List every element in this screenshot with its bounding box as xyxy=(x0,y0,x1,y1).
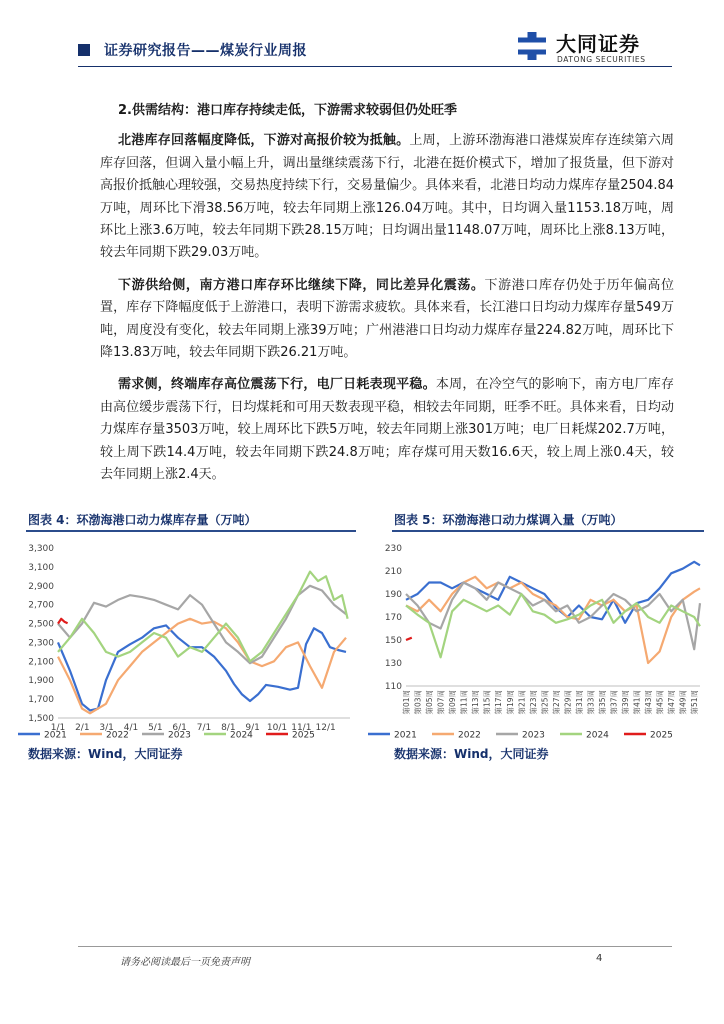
figure-4-source: 数据来源：Wind，大同证券 xyxy=(28,747,183,761)
section-title: 2.供需结构：港口库存持续走低，下游需求较弱但仍处旺季 xyxy=(118,103,457,118)
y-tick-label: 1,500 xyxy=(28,714,54,724)
paragraph-south-port xyxy=(100,275,674,365)
x-tick-label: 2/1 xyxy=(75,723,90,733)
x-tick-label: 9/1 xyxy=(245,723,260,733)
paragraph-lead: 北港库存回落幅度降低，下游对高报价较为抵触。 xyxy=(118,133,410,149)
x-tick-label: 第09周 xyxy=(448,690,458,715)
figure-5-rule xyxy=(392,530,704,532)
logo-mark-icon xyxy=(512,26,552,66)
x-tick-label: 第01周 xyxy=(402,690,411,715)
logo-name-cn: 大同证券 xyxy=(556,32,640,56)
x-tick-label: 第37周 xyxy=(609,690,619,715)
y-tick-label: 190 xyxy=(384,590,402,600)
x-tick-label: 第27周 xyxy=(551,690,561,715)
y-tick-label: 2,900 xyxy=(28,581,54,592)
legend-label-2024: 2024 xyxy=(230,730,253,740)
series-line-2025 xyxy=(58,619,68,624)
x-tick-label: 第25周 xyxy=(540,690,550,715)
header-square-icon xyxy=(78,44,90,56)
x-tick-label: 第03周 xyxy=(413,690,423,715)
y-tick-label: 130 xyxy=(384,659,402,669)
x-tick-label: 11/1 xyxy=(291,723,312,733)
y-tick-label: 110 xyxy=(384,682,402,692)
x-tick-label: 第45周 xyxy=(655,690,665,715)
x-tick-label: 10/1 xyxy=(266,723,288,733)
y-tick-label: 2,700 xyxy=(28,600,54,611)
x-tick-label: 6/1 xyxy=(172,723,187,733)
page-number: 4 xyxy=(596,953,603,964)
header-divider xyxy=(78,66,672,67)
x-tick-label: 第29周 xyxy=(563,690,573,715)
logo-name-en: DATONG SECURITIES xyxy=(557,55,646,64)
x-tick-label: 第21周 xyxy=(517,690,527,715)
y-tick-label: 2,300 xyxy=(28,638,54,649)
y-tick-label: 2,100 xyxy=(28,657,54,668)
report-header xyxy=(78,40,307,60)
x-tick-label: 第07周 xyxy=(436,690,446,715)
figure-5-caption: 图表 5：环渤海港口动力煤调入量（万吨） xyxy=(394,513,623,527)
x-tick-label: 12/1 xyxy=(315,723,336,733)
x-tick-label: 8/1 xyxy=(221,723,236,733)
x-tick-label: 第19周 xyxy=(505,690,515,715)
paragraph-north-port xyxy=(100,130,674,264)
legend-label-2021: 2021 xyxy=(44,730,67,740)
x-tick-label: 第05周 xyxy=(425,690,435,715)
x-tick-label: 第51周 xyxy=(690,690,700,715)
company-logo xyxy=(512,24,672,68)
x-tick-label: 7/1 xyxy=(196,723,212,733)
x-tick-label: 3/1 xyxy=(99,723,114,733)
y-tick-label: 230 xyxy=(384,544,402,554)
x-tick-label: 第23周 xyxy=(528,690,538,715)
legend-label-2025: 2025 xyxy=(292,730,315,740)
series-line-2025 xyxy=(406,638,412,640)
body-content xyxy=(100,100,674,497)
footer-disclaimer: 请务必阅读最后一页免责声明 xyxy=(120,957,250,968)
legend-label-2025: 2025 xyxy=(650,730,673,740)
y-tick-label: 170 xyxy=(384,613,402,623)
x-tick-label: 第17周 xyxy=(494,690,504,715)
figure-5-source: 数据来源：Wind，大同证券 xyxy=(394,747,549,761)
x-tick-label: 第11周 xyxy=(459,690,469,715)
legend-label-2022: 2022 xyxy=(458,730,481,740)
legend-label-2022: 2022 xyxy=(106,730,129,740)
y-tick-label: 210 xyxy=(384,567,402,577)
legend-label-2024: 2024 xyxy=(586,730,609,740)
paragraph-lead: 需求侧，终端库存高位震荡下行，电厂日耗表现平稳。 xyxy=(118,377,436,393)
legend-label-2023: 2023 xyxy=(168,730,191,740)
legend-label-2023: 2023 xyxy=(522,730,545,740)
paragraph-demand xyxy=(100,374,674,486)
y-tick-label: 150 xyxy=(384,636,402,646)
figure-4-caption: 图表 4：环渤海港口动力煤库存量（万吨） xyxy=(28,513,257,527)
series-line-2021 xyxy=(58,625,346,710)
paragraph-lead: 下游供给侧，南方港口库存环比继续下降，同比差异化震荡。 xyxy=(118,277,485,293)
header-title: 证券研究报告——煤炭行业周报 xyxy=(104,43,307,59)
paragraph-body: 本周，在冷空气的影响下，南方电厂库存由高位缓步震荡下行，日均煤耗和可用天数表现平稳，相较去年同期，旺季不旺。具体来看，日均动力煤库存量3503万吨，较上周环比下跌5万吨，较去年同期上涨301万吨；电厂日耗煤202.7万吨，较上周下跌14.4万吨，较去年同期下跌24.8万吨；库存煤可用天数16.6天，较上周上涨0.4天，较去年同期上涨2.4天。 xyxy=(100,377,674,483)
x-tick-label: 第43周 xyxy=(644,690,654,715)
paragraph-body: 下游港口库存仍处于历年偏高位置，库存下降幅度低于上游港口，表明下游需求疲软。具体来看，长江港口日均动力煤库存量549万吨，周度没有变化，较去年同期上涨39万吨；广州港港口日均动力煤库存量224.82万吨，周环比下降13.83万吨，较去年同期下跌26.21万吨。 xyxy=(100,277,674,361)
y-tick-label: 3,300 xyxy=(28,544,54,554)
coal-inflow-chart xyxy=(362,536,708,740)
x-tick-label: 第47周 xyxy=(667,690,677,715)
footer-divider xyxy=(78,946,672,947)
coal-inventory-chart xyxy=(14,536,358,740)
x-tick-label: 第41周 xyxy=(632,690,642,715)
y-tick-label: 1,900 xyxy=(28,676,54,687)
x-tick-label: 第13周 xyxy=(471,690,481,715)
x-tick-label: 1/1 xyxy=(50,723,66,733)
x-tick-label: 第33周 xyxy=(586,690,596,715)
paragraph-body: 上周，上游环渤海港口港煤炭库存连续第六周库存回落，但调入量小幅上升，调出量继续震荡下行，北港在挺价模式下，增加了报货量，但下游对高报价抵触心理较强，交易热度持续下行，交易量偏少。具体来看，北港日均动力煤库存量2504.84万吨，周环比下滑38.56万吨，较去年同期上涨126.04万吨。其中，日均调入量1153.18万吨，周环比上涨3.6万吨，较去年同期下跌28.15万吨；日均调出量1148.07万吨，周环比上涨8.13万吨，较去年同期下跌29.03万吨。 xyxy=(100,133,674,261)
figure-4-rule xyxy=(26,530,356,532)
x-tick-label: 第39周 xyxy=(621,690,631,715)
y-tick-label: 3,100 xyxy=(28,562,54,573)
y-tick-label: 2,500 xyxy=(28,619,54,630)
series-line-2021 xyxy=(406,562,700,623)
x-tick-label: 4/1 xyxy=(123,723,139,733)
x-tick-label: 第31周 xyxy=(574,690,584,715)
x-tick-label: 第49周 xyxy=(678,690,688,715)
x-tick-label: 第35周 xyxy=(598,690,607,715)
x-tick-label: 第15周 xyxy=(482,690,492,715)
x-tick-label: 5/1 xyxy=(148,723,163,733)
y-tick-label: 1,700 xyxy=(28,695,54,706)
legend-label-2021: 2021 xyxy=(394,730,417,740)
